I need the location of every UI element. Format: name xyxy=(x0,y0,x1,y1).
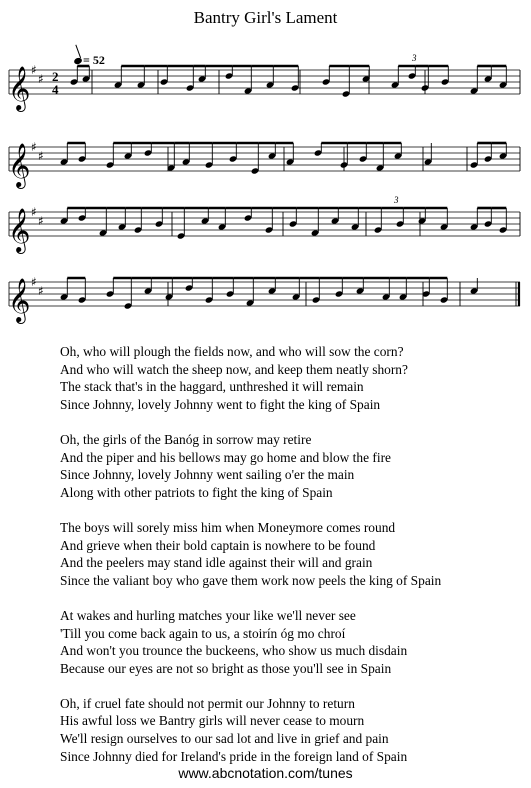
sharp-f-icon: ♯ xyxy=(31,140,37,154)
lyric-line: Since Johnny died for Ireland's pride in the foreign land of Spain xyxy=(60,748,408,764)
sharp-f-icon: ♯ xyxy=(31,63,37,77)
time-signature-bottom: 4 xyxy=(52,82,59,97)
sharp-c-icon: ♯ xyxy=(38,214,44,228)
lyric-line: Since Johnny, lovely Johnny went sailing o'er the main xyxy=(60,467,355,483)
time-signature-top: 2 xyxy=(52,69,59,84)
lyric-line: The boys will sorely miss him when Moneymore comes round xyxy=(60,519,396,535)
treble-clef-icon: 𝄞 xyxy=(8,208,31,252)
lyric-line: And the piper and his bellows may go home and blow the fire xyxy=(60,449,391,465)
staff-system-1 xyxy=(0,50,531,110)
stanza-4 xyxy=(60,607,441,677)
treble-clef-icon: 𝄞 xyxy=(8,66,31,110)
lyrics xyxy=(60,343,441,783)
stanza-1 xyxy=(60,343,441,413)
sharp-f-icon: ♯ xyxy=(31,205,37,219)
lyric-line: We'll resign ourselves to our sad lot and live in grief and pain xyxy=(60,731,389,747)
treble-clef-icon: 𝄞 xyxy=(8,278,31,322)
staff-system-4 xyxy=(0,262,531,322)
lyric-line: And grieve when their bold captain is nowhere to be found xyxy=(60,537,376,553)
triplet-mark: 3 xyxy=(394,195,399,205)
tune-title: Bantry Girl's Lament xyxy=(193,8,338,27)
lyric-line: Oh, who will plough the fields now, and who will sow the corn? xyxy=(60,344,404,359)
lyric-line: Oh, if cruel fate should not permit our Johnny to return xyxy=(60,695,355,711)
lyric-line: And the peelers may stand idle against their will and grain xyxy=(60,555,373,571)
lyric-line: At wakes and hurling matches your like we'll never see xyxy=(60,607,356,623)
lyric-line: And who will watch the sheep now, and keep them neatly shorn? xyxy=(60,361,408,377)
triplet-mark: 3 xyxy=(412,53,417,63)
stanza-5 xyxy=(60,695,441,765)
lyric-line: Oh, the girls of the Banóg in sorrow may retire xyxy=(60,431,312,447)
lyric-line: And won't you trounce the buckeens, who show us much disdain xyxy=(60,643,408,659)
stanza-3 xyxy=(60,519,441,589)
sharp-c-icon: ♯ xyxy=(38,149,44,163)
staff-system-2 xyxy=(0,127,531,187)
sharp-f-icon: ♯ xyxy=(31,275,37,289)
footer-url: www.abcnotation.com/tunes xyxy=(178,765,353,781)
treble-clef-icon: 𝄞 xyxy=(8,143,31,187)
sharp-c-icon: ♯ xyxy=(38,284,44,298)
lyric-line: Along with other patriots to fight the king of Spain xyxy=(60,484,333,500)
staff-system-3 xyxy=(0,192,531,252)
stanza-2 xyxy=(60,431,441,501)
lyric-line: Since the valiant boy who gave them work now peels the king of Spain xyxy=(60,572,442,588)
lyric-line: Since Johnny, lovely Johnny went to fight the king of Spain xyxy=(60,396,381,412)
lyric-line: 'Till you come back again to us, a stoirín óg mo chroí xyxy=(60,625,346,641)
sharp-c-icon: ♯ xyxy=(38,72,44,86)
tempo-value: = 52 xyxy=(83,53,105,67)
lyric-line: The stack that's in the haggard, unthreshed it will remain xyxy=(60,379,364,395)
lyric-line: Because our eyes are not so bright as those you'll see in Spain xyxy=(60,660,392,676)
lyric-line: His awful loss we Bantry girls will never cease to mourn xyxy=(60,713,365,729)
